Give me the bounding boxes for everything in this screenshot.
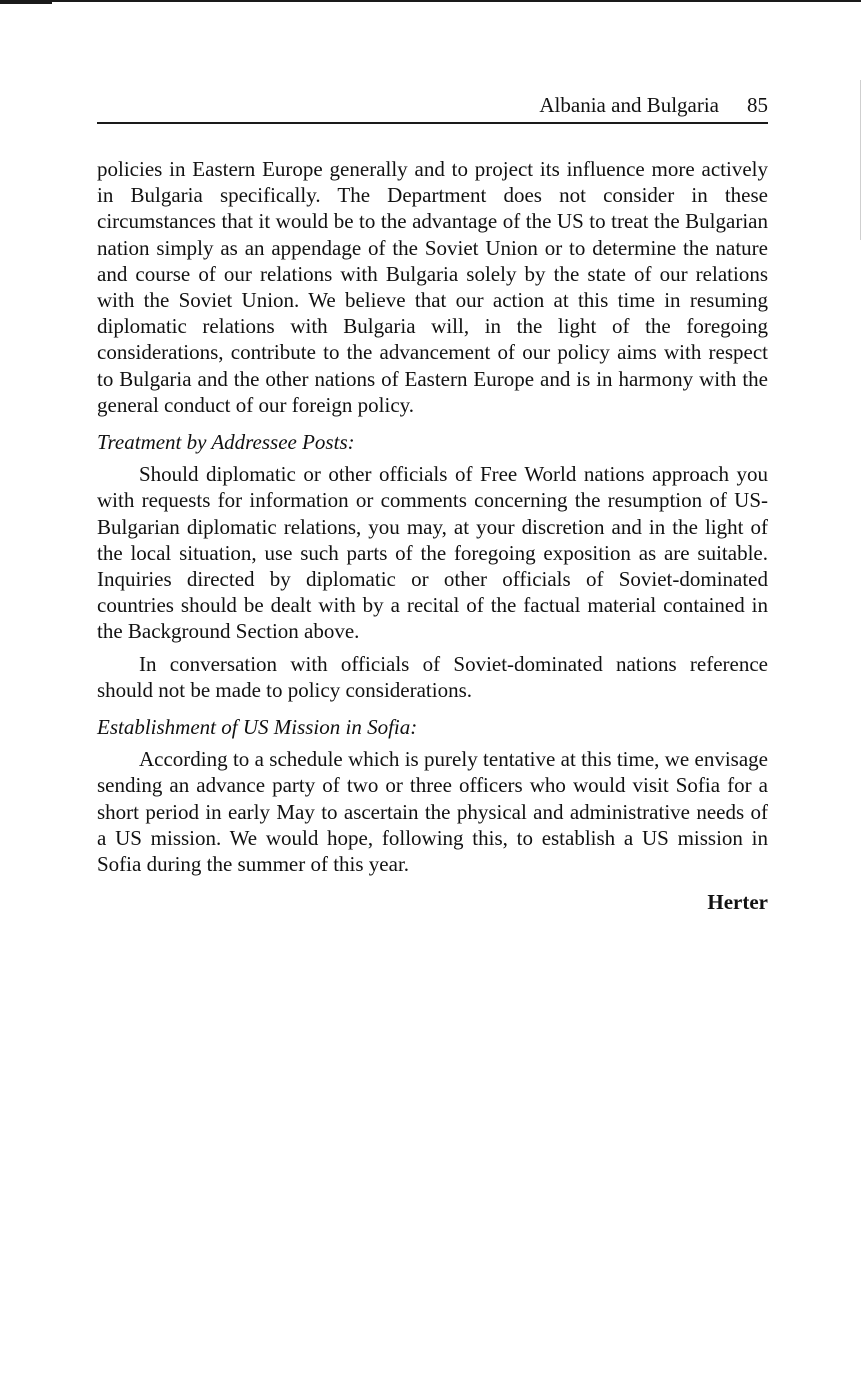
signature: Herter xyxy=(707,890,768,915)
paragraph-continued: policies in Eastern Europe generally and to project its influence more actively in Bulgaria specifically. The Department does not consider in these circumstances that it would be to the advantage of the US to treat the Bulgarian nation simply as an appendage of the Soviet Union or to determine the nature and course of our relations with Bulgaria solely by the state of our relations with the Soviet Union. We believe that our action at this time in resuming diplomatic relations with Bulgaria will, in the light of the foregoing considerations, contribute to the advancement of our policy aims with respect to Bulgaria and the other nations of Eastern Europe and is in harmony with the general conduct of our foreign policy. xyxy=(97,157,768,417)
paragraph-mission-1: According to a schedule which is purely tentative at this time, we envisage sending an advance party of two or three officers who would visit Sofia for a short period in early May to ascertain the physical and administrative needs of a US mission. We would hope, following this, to establish a US mission in Sofia during the summer of this year. xyxy=(97,747,768,877)
running-head xyxy=(97,90,768,124)
top-border-rule xyxy=(0,0,861,2)
section-heading-treatment: Treatment by Addressee Posts: xyxy=(97,430,355,455)
document-page xyxy=(97,90,768,915)
paragraph-treatment-1: Should diplomatic or other officials of Free World nations approach you with requests for information or comments concerning the resumption of US-Bulgarian diplomatic relations, you may, at your discretion and in the light of the local situation, use such parts of the foregoing exposition as are suitable. Inquiries directed by diplomatic or other officials of Soviet-dominated countries should be dealt with by a recital of the factual material contained in the Background Section above. xyxy=(97,462,768,644)
running-head-title: Albania and Bulgaria xyxy=(539,93,719,117)
body-text xyxy=(97,156,768,877)
paragraph-treatment-2: In conversation with officials of Soviet-dominated nations reference should not be made to policy considerations. xyxy=(97,651,768,702)
top-border-mark xyxy=(0,0,52,4)
page-number: 85 xyxy=(747,93,768,117)
section-heading-mission: Establishment of US Mission in Sofia: xyxy=(97,715,418,740)
